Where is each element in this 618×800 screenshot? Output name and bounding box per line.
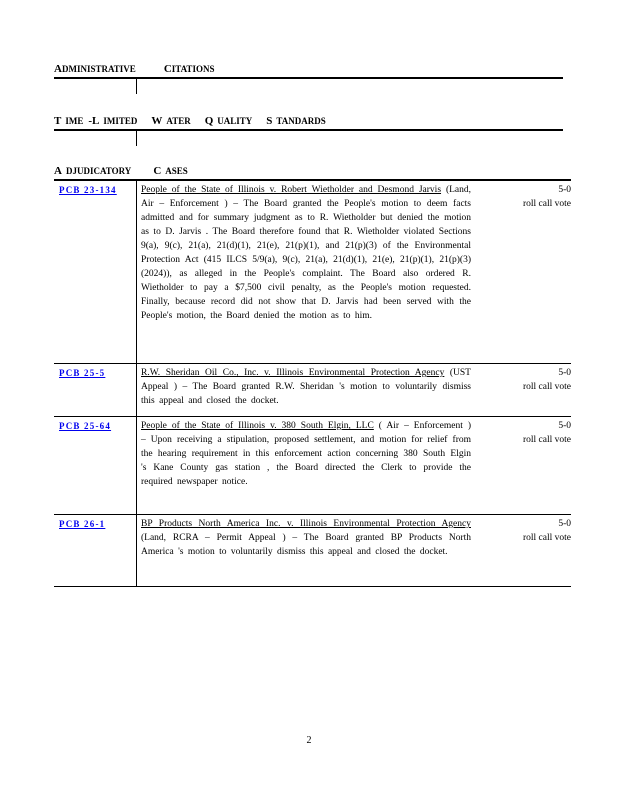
heading-letter: Q xyxy=(204,115,214,127)
vote-count: 5-0 xyxy=(558,185,571,195)
vote-result xyxy=(491,366,571,394)
heading-administrative-citations xyxy=(54,63,214,75)
column-divider xyxy=(136,364,137,416)
case-number-link[interactable]: PCB 25-64 xyxy=(59,421,112,431)
case-title: People of the State of Illinois v. 380 South Elgin, LLC xyxy=(141,421,374,431)
heading-letter: -L xyxy=(88,115,100,127)
case-summary: (Land, Air – Enforcement ) – The Board granted the People's motion to deem facts admitted and for summary judgment as to R. Wietholder but denied the motion as to D. Jarvis . The Board therefore found that R. Wietholder violated Sections 9(a), 9(c), 21(a), 21(d)(1), 21(e), 21(p)(1), and 21(p)(3) of the Environmental Protection Act (415 ILCS 5/9(a), 9(c), 21(a), 21(d)(1), 21(e), 21(p)(1), 21(p)(3) (2024)), as alleged in the People's complaint. The Board also ordered R. Wietholder to pay a $7,500 civil penalty, as the People's motion requested. Finally, because record did not show that D. Jarvis had been served with the People's motion, the Board denied the motion as to him. xyxy=(141,185,471,321)
vote-count: 5-0 xyxy=(558,519,571,529)
heading-word: TANDARDS xyxy=(276,116,326,126)
case-description xyxy=(141,183,471,323)
vote-label: roll call vote xyxy=(522,435,571,445)
vote-count: 5-0 xyxy=(558,421,571,431)
column-divider xyxy=(136,181,137,363)
case-row xyxy=(54,417,571,515)
heading-letter: C xyxy=(163,63,172,75)
vote-result xyxy=(491,517,571,545)
column-divider xyxy=(136,417,137,514)
heading-letter: C xyxy=(153,165,162,177)
heading-word: ASES xyxy=(165,166,188,176)
case-title: BP Products North America Inc. v. Illinois Environmental Protection Agency xyxy=(141,519,471,529)
case-number-link[interactable]: PCB 26-1 xyxy=(59,519,106,529)
case-row xyxy=(54,364,571,417)
vote-label: roll call vote xyxy=(522,382,571,392)
section-divider xyxy=(136,79,137,94)
case-number-link[interactable]: PCB 23-134 xyxy=(59,185,117,195)
heading-letter: T xyxy=(54,115,62,127)
heading-letter: S xyxy=(266,115,273,127)
case-description xyxy=(141,366,471,408)
heading-time-limited-wqs xyxy=(54,115,326,127)
heading-word: IMITED xyxy=(103,116,138,126)
case-title: R.W. Sheridan Oil Co., Inc. v. Illinois Environmental Protection Agency xyxy=(141,368,445,378)
case-description xyxy=(141,419,471,489)
heading-word: ATER xyxy=(166,116,191,126)
vote-count: 5-0 xyxy=(558,368,571,378)
section-rule xyxy=(54,77,563,79)
heading-word: DJUDICATORY xyxy=(65,166,132,176)
case-row xyxy=(54,515,571,587)
case-number-link[interactable]: PCB 25-5 xyxy=(59,368,106,378)
vote-label: roll call vote xyxy=(522,533,571,543)
case-summary: (Land, RCRA – Permit Appeal ) – The Board granted BP Products North America 's motion to voluntarily dismiss this appeal and closed the docket. xyxy=(141,533,471,557)
heading-word: UALITY xyxy=(217,116,253,126)
heading-word: ITATIONS xyxy=(171,64,215,74)
heading-letter: A xyxy=(54,165,62,177)
page-number: 2 xyxy=(306,735,312,746)
heading-letter: A xyxy=(54,63,62,75)
case-row xyxy=(54,181,571,364)
heading-word: IME xyxy=(65,116,84,126)
heading-word: DMINISTRATIVE xyxy=(61,64,136,74)
vote-label: roll call vote xyxy=(522,199,571,209)
case-title: People of the State of Illinois v. Robert Wietholder and Desmond Jarvis xyxy=(141,185,442,195)
heading-adjudicatory-cases xyxy=(54,165,188,177)
section-divider xyxy=(136,131,137,146)
heading-letter: W xyxy=(151,115,163,127)
vote-result xyxy=(491,183,571,211)
case-description xyxy=(141,517,471,559)
vote-result xyxy=(491,419,571,447)
case-summary: ( Air – Enforcement ) – Upon receiving a stipulation, proposed settlement, and motion for relief from the hearing requirement in this enforcement action concerning 380 South Elgin 's Kane County gas station , the Board directed the Clerk to provide the required newspaper notice. xyxy=(141,421,471,487)
section-rule xyxy=(54,129,563,131)
column-divider xyxy=(136,515,137,586)
case-summary: (UST Appeal ) – The Board granted R.W. Sheridan 's motion to voluntarily dismiss this appeal and closed the docket. xyxy=(141,368,471,406)
